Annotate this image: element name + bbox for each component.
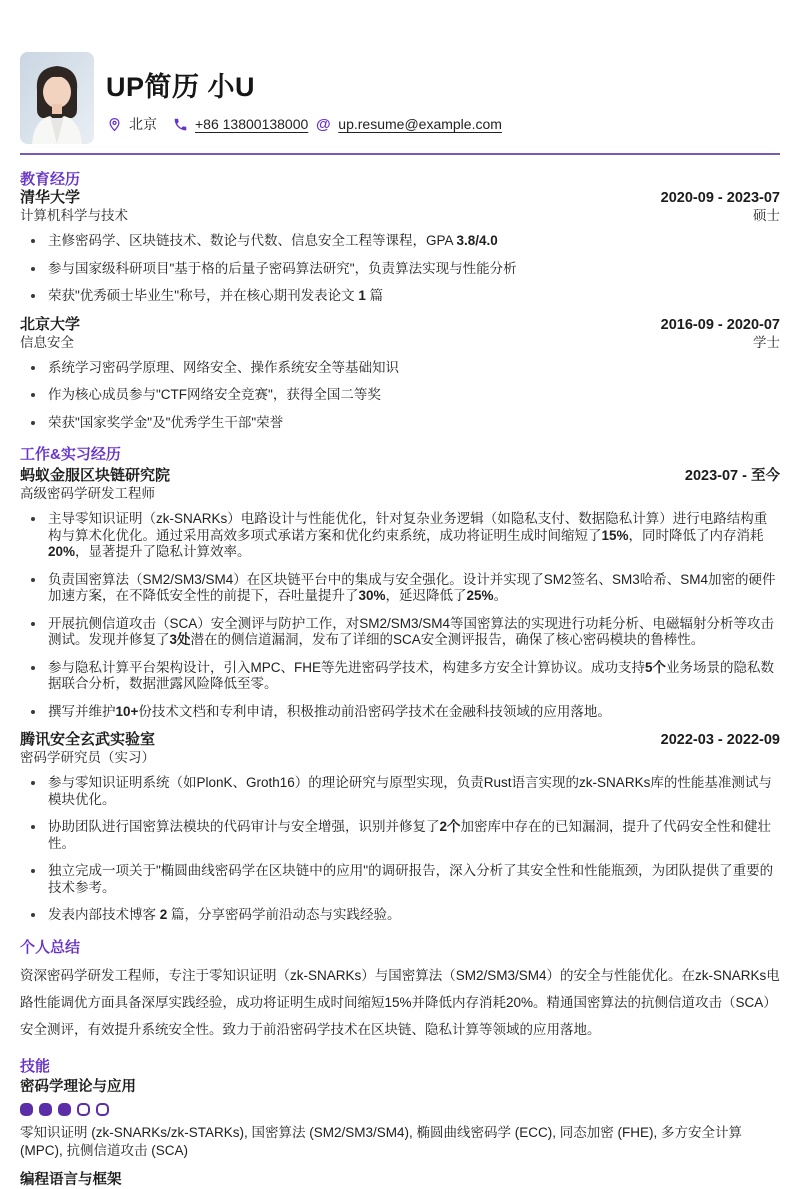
skill-groups — [20, 1079, 780, 1189]
skill-dot-empty — [77, 1103, 90, 1116]
header-identity — [106, 52, 502, 144]
bullet-item: 荣获"国家奖学金"及"优秀学生干部"荣誉 — [20, 415, 780, 432]
skill-group — [20, 1079, 780, 1160]
map-pin-icon — [106, 116, 122, 132]
entry-subtitle: 高级密码学研发工程师 — [20, 486, 155, 501]
bullet-item: 发表内部技术博客 2 篇，分享密码学前沿动态与实践经验。 — [20, 907, 780, 924]
skill-level-dots — [20, 1103, 780, 1116]
contact-row — [106, 114, 502, 134]
bullet-item: 荣获"优秀硕士毕业生"称号，并在核心期刊发表论文 1 篇 — [20, 288, 780, 305]
entry-subrow — [20, 334, 780, 351]
bullet-item: 撰写并维护10+份技术文档和专利申请，积极推动前沿密码学技术在金融科技领域的应用落地。 — [20, 704, 780, 721]
entry-date: 2020-09 - 2023-07 — [660, 190, 780, 206]
resume-entry — [20, 189, 780, 305]
resume-header — [20, 0, 780, 144]
entry-subtitle: 密码学研究员（实习） — [20, 750, 155, 765]
entry-title: 北京大学 — [20, 315, 81, 333]
education-entries — [20, 189, 780, 431]
bullet-item: 主导零知识证明（zk-SNARKs）电路设计与性能优化，针对复杂业务逻辑（如隐私支付、数据隐私计算）进行电路结构重构与算术化优化。通过采用高效多项式承诺方案和优化约束系统，成功将证明生成时间缩短了15%，同时降低了内存消耗20%，显著提升了隐私计算效率。 — [20, 511, 780, 561]
section-title-summary: 个人总结 — [20, 938, 81, 956]
bullet-list — [20, 233, 780, 305]
skill-dot-empty — [96, 1103, 109, 1116]
skill-group — [20, 1172, 780, 1189]
entry-title: 蚂蚁金服区块链研究院 — [20, 467, 171, 484]
header-divider — [20, 153, 780, 155]
bullet-item: 独立完成一项关于"椭圆曲线密码学在区块链中的应用"的调研报告，深入分析了其安全性和性能瓶颈，为团队提供了重要的技术参考。 — [20, 863, 780, 896]
skill-group-name: 密码学理论与应用 — [20, 1078, 136, 1095]
bullet-item: 作为核心成员参与"CTF网络安全竞赛"，获得全国二等奖 — [20, 387, 780, 404]
bullet-item: 主修密码学、区块链技术、数论与代数、信息安全工程等课程，GPA 3.8/4.0 — [20, 233, 780, 250]
resume-entry — [20, 316, 780, 432]
profile-photo-illustration — [20, 52, 94, 144]
summary-text: 资深密码学研发工程师，专注于零知识证明（zk-SNARKs）与国密算法（SM2/SM3/SM4）的安全与性能优化。在zk-SNARKs电路性能调优方面具备深厚实践经验，成功将证明生成时间缩短15%并降低内存消耗20%。精通国密算法的抗侧信道攻击（SCA）安全测评，有效提升系统安全性。致力于前沿密码学技术在区块链、隐私计算等领域的应用落地。 — [20, 967, 780, 1037]
profile-photo — [20, 52, 94, 144]
person-name: UP简历 小U — [106, 72, 256, 102]
email-link[interactable]: up.resume@example.com — [338, 116, 502, 132]
bullet-item: 系统学习密码学原理、网络安全、操作系统安全等基础知识 — [20, 360, 780, 377]
resume-entry — [20, 731, 780, 924]
entry-title: 腾讯安全玄武实验室 — [20, 731, 156, 748]
bullet-item: 开展抗侧信道攻击（SCA）安全测评与防护工作，对SM2/SM3/SM4等国密算法的实现进行功耗分析、电磁辐射分析等攻击测试。发现并修复了3处潜在的侧信道漏洞，发布了详细的SCA安全测评报告，确保了核心密码模块的鲁棒性。 — [20, 616, 780, 649]
skill-dot-filled — [20, 1103, 33, 1116]
skill-dot-filled — [39, 1103, 52, 1116]
entry-subtitle: 计算机科学与技术 — [20, 208, 128, 223]
skill-items-text: 零知识证明 (zk-SNARKs/zk-STARKs), 国密算法 (SM2/SM3/SM4), 椭圆曲线密码学 (ECC), 同态加密 (FHE), 多方安全计算 (MPC), 抗侧信道攻击 (SCA) — [20, 1124, 743, 1158]
at-icon: @ — [315, 115, 331, 133]
phone-link[interactable]: +86 13800138000 — [195, 116, 309, 132]
entry-date: 2022-03 - 2022-09 — [660, 732, 780, 748]
bullet-item: 参与国家级科研项目"基于格的后量子密码算法研究"，负责算法实现与性能分析 — [20, 261, 780, 278]
section-title-work: 工作&实习经历 — [20, 446, 121, 463]
entry-head — [20, 316, 780, 334]
entry-title: 清华大学 — [20, 189, 81, 206]
bullet-item: 协助团队进行国密算法模块的代码审计与安全增强，识别并修复了2个加密库中存在的已知漏洞，提升了代码安全性和健壮性。 — [20, 819, 780, 852]
location-text: 北京 — [129, 116, 157, 132]
phone-icon — [172, 116, 188, 132]
skill-dot-filled — [58, 1103, 71, 1116]
section-title-education: 教育经历 — [20, 171, 81, 188]
skill-group-name: 编程语言与框架 — [20, 1171, 122, 1188]
bullet-item: 参与零知识证明系统（如PlonK、Groth16）的理论研究与原型实现，负责Rust语言实现的zk-SNARKs库的性能基准测试与模块优化。 — [20, 775, 780, 808]
section-title-skills: 技能 — [20, 1057, 51, 1075]
entry-head — [20, 464, 780, 485]
bullet-item: 参与隐私计算平台架构设计，引入MPC、FHE等先进密码学技术，构建多方安全计算协议。成功支持5个业务场景的隐私数据联合分析，数据泄露风险降低至零。 — [20, 660, 780, 693]
entry-date: 2023-07 - 至今 — [684, 468, 780, 484]
entry-subrow — [20, 207, 780, 224]
resume-entry — [20, 464, 780, 720]
bullet-item: 负责国密算法（SM2/SM3/SM4）在区块链平台中的集成与安全强化。设计并实现了SM2签名、SM3哈希、SM4加密的硬件加速方案，在不降低安全性的前提下，吞吐量提升了30%，延迟降低了25%。 — [20, 572, 780, 605]
bullet-list — [20, 775, 780, 924]
entry-right-label: 硕士 — [753, 208, 780, 223]
entry-right-label: 学士 — [753, 334, 780, 350]
bullet-list — [20, 511, 780, 720]
entry-head — [20, 189, 780, 207]
bullet-list — [20, 360, 780, 432]
entry-subrow — [20, 749, 780, 766]
entry-head — [20, 731, 780, 749]
entry-date: 2016-09 - 2020-07 — [660, 316, 780, 333]
work-entries — [20, 464, 780, 924]
entry-subtitle: 信息安全 — [20, 334, 74, 350]
entry-subrow — [20, 485, 780, 502]
